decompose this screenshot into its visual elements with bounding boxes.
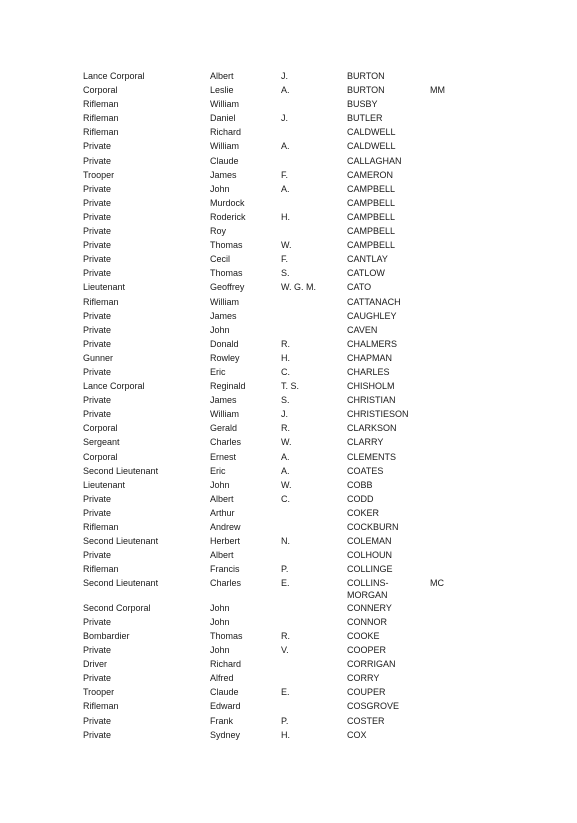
rank-cell: Rifleman: [83, 296, 119, 307]
roster-row: [83, 311, 463, 325]
rank-cell: Trooper: [83, 169, 115, 180]
surname-cell: COOKE: [347, 630, 380, 641]
roster-row: [83, 297, 463, 311]
rank-cell: Private: [83, 507, 112, 518]
rank-cell: Rifleman: [83, 127, 119, 138]
first-name-cell: Sydney: [210, 729, 241, 740]
first-name-cell: Eric: [210, 366, 226, 377]
roster-row: [83, 99, 463, 113]
roster-row: [83, 550, 463, 564]
rank-cell: Lieutenant: [83, 282, 126, 293]
roster-row: [83, 170, 463, 184]
roster-row: [83, 395, 463, 409]
first-name-cell: Eric: [210, 465, 226, 476]
first-name-cell: Herbert: [210, 536, 241, 547]
initials-cell: P.: [281, 564, 289, 575]
rank-cell: Private: [83, 550, 112, 561]
roster-list: [83, 71, 463, 744]
surname-cell: CAMPBELL: [347, 183, 396, 194]
first-name-cell: Rowley: [210, 352, 240, 363]
first-name-cell: Albert: [210, 550, 234, 561]
surname-cell: BUTLER: [347, 113, 383, 124]
initials-cell: R.: [281, 630, 290, 641]
surname-cell: CAMPBELL: [347, 211, 396, 222]
initials-cell: A.: [281, 183, 290, 194]
first-name-cell: John: [210, 602, 230, 613]
initials-cell: J.: [281, 71, 289, 81]
roster-row: [83, 716, 463, 730]
award-cell: MM: [430, 85, 445, 96]
roster-row: [83, 659, 463, 673]
initials-cell: A.: [281, 141, 290, 152]
surname-cell: CALDWELL: [347, 127, 396, 138]
roster-row: [83, 536, 463, 550]
first-name-cell: Andrew: [210, 522, 241, 532]
roster-row: [83, 522, 463, 536]
roster-row: [83, 578, 463, 602]
first-name-cell: Murdock: [210, 197, 245, 208]
rank-cell: Private: [83, 197, 112, 208]
initials-cell: A.: [281, 465, 290, 476]
first-name-cell: Ernest: [210, 451, 237, 462]
initials-cell: T. S.: [281, 381, 300, 392]
surname-cell: CHISHOLM: [347, 381, 395, 392]
first-name-cell: Reginald: [210, 381, 246, 392]
initials-cell: A.: [281, 451, 290, 462]
rank-cell: Private: [83, 338, 112, 349]
first-name-cell: John: [210, 479, 230, 490]
rank-cell: Gunner: [83, 352, 114, 363]
first-name-cell: Geoffrey: [210, 282, 245, 293]
surname-cell: CHRISTIESON: [347, 409, 409, 420]
rank-cell: Second Lieutenant: [83, 578, 159, 589]
surname-cell: CAMPBELL: [347, 226, 396, 237]
rank-cell: Corporal: [83, 85, 118, 96]
surname-cell: COX: [347, 729, 367, 740]
first-name-cell: Cecil: [210, 254, 231, 265]
surname-cell: CHARLES: [347, 366, 390, 377]
roster-row: [83, 71, 463, 85]
surname-cell: CONNOR: [347, 616, 387, 627]
surname-cell: COLEMAN: [347, 536, 392, 547]
first-name-cell: James: [210, 310, 237, 321]
first-name-cell: John: [210, 183, 230, 194]
roster-row: [83, 564, 463, 578]
rank-cell: Private: [83, 183, 112, 194]
surname-cell: CAMPBELL: [347, 197, 396, 208]
roster-row: [83, 268, 463, 282]
first-name-cell: Edward: [210, 701, 241, 712]
initials-cell: E.: [281, 578, 290, 589]
rank-cell: Private: [83, 409, 112, 420]
first-name-cell: Thomas: [210, 630, 243, 641]
roster-row: [83, 381, 463, 395]
rank-cell: Driver: [83, 659, 107, 670]
award-cell: MC: [430, 578, 444, 589]
roster-row: [83, 631, 463, 645]
first-name-cell: William: [210, 296, 239, 307]
initials-cell: P.: [281, 715, 289, 726]
roster-row: [83, 437, 463, 451]
first-name-cell: Leslie: [210, 85, 234, 96]
surname-cell: COOPER: [347, 645, 387, 656]
first-name-cell: Roderick: [210, 211, 246, 222]
roster-row: [83, 325, 463, 339]
first-name-cell: John: [210, 324, 230, 335]
roster-row: [83, 198, 463, 212]
initials-cell: F.: [281, 254, 289, 265]
surname-cell: COLLINS- MORGAN: [347, 578, 389, 600]
initials-cell: H.: [281, 211, 290, 222]
surname-cell: CHALMERS: [347, 338, 398, 349]
first-name-cell: Thomas: [210, 240, 243, 251]
rank-cell: Corporal: [83, 451, 118, 462]
first-name-cell: William: [210, 409, 239, 420]
rank-cell: Private: [83, 715, 112, 726]
initials-cell: E.: [281, 687, 290, 698]
surname-cell: CHAPMAN: [347, 352, 393, 363]
roster-row: [83, 617, 463, 631]
rank-cell: Rifleman: [83, 522, 119, 532]
surname-cell: BURTON: [347, 71, 385, 81]
initials-cell: C.: [281, 493, 290, 504]
roster-row: [83, 480, 463, 494]
first-name-cell: Richard: [210, 659, 242, 670]
roster-row: [83, 226, 463, 240]
roster-row: [83, 240, 463, 254]
roster-row: [83, 156, 463, 170]
surname-cell: CODD: [347, 493, 374, 504]
first-name-cell: Arthur: [210, 507, 235, 518]
roster-row: [83, 494, 463, 508]
initials-cell: R.: [281, 423, 290, 434]
rank-cell: Sergeant: [83, 437, 120, 448]
surname-cell: COBB: [347, 479, 373, 490]
surname-cell: CLARRY: [347, 437, 384, 448]
initials-cell: F.: [281, 169, 289, 180]
surname-cell: CLEMENTS: [347, 451, 397, 462]
rank-cell: Private: [83, 240, 112, 251]
surname-cell: CONNERY: [347, 602, 392, 613]
surname-cell: BURTON: [347, 85, 385, 96]
surname-cell: COKER: [347, 507, 380, 518]
rank-cell: Trooper: [83, 687, 115, 698]
roster-row: [83, 113, 463, 127]
roster-row: [83, 673, 463, 687]
rank-cell: Rifleman: [83, 701, 119, 712]
roster-row: [83, 701, 463, 715]
roster-row: [83, 127, 463, 141]
rank-cell: Private: [83, 729, 112, 740]
surname-cell: COSGROVE: [347, 701, 400, 712]
first-name-cell: Claude: [210, 687, 239, 698]
rank-cell: Lieutenant: [83, 479, 126, 490]
rank-cell: Private: [83, 493, 112, 504]
rank-cell: Rifleman: [83, 564, 119, 575]
surname-cell: COUPER: [347, 687, 386, 698]
rank-cell: Private: [83, 141, 112, 152]
surname-cell: CAMERON: [347, 169, 394, 180]
initials-cell: J.: [281, 113, 289, 124]
rank-cell: Private: [83, 268, 112, 279]
initials-cell: S.: [281, 268, 290, 279]
first-name-cell: Charles: [210, 578, 242, 589]
first-name-cell: John: [210, 616, 230, 627]
roster-row: [83, 730, 463, 744]
rank-cell: Rifleman: [83, 99, 119, 110]
surname-cell: CORRY: [347, 673, 380, 684]
roster-row: [83, 353, 463, 367]
roster-row: [83, 184, 463, 198]
roster-row: [83, 603, 463, 617]
surname-cell: CAMPBELL: [347, 240, 396, 251]
roster-row: [83, 508, 463, 522]
roster-row: [83, 85, 463, 99]
first-name-cell: Albert: [210, 493, 234, 504]
surname-cell: CAUGHLEY: [347, 310, 397, 321]
initials-cell: N.: [281, 536, 290, 547]
first-name-cell: Thomas: [210, 268, 243, 279]
rank-cell: Private: [83, 616, 112, 627]
rank-cell: Private: [83, 645, 112, 656]
initials-cell: W.: [281, 240, 292, 251]
first-name-cell: Claude: [210, 155, 239, 166]
initials-cell: A.: [281, 85, 290, 96]
rank-cell: Private: [83, 310, 112, 321]
roster-row: [83, 141, 463, 155]
rank-cell: Second Lieutenant: [83, 536, 159, 547]
surname-cell: CALDWELL: [347, 141, 396, 152]
rank-cell: Bombardier: [83, 630, 130, 641]
surname-cell: COCKBURN: [347, 522, 399, 532]
initials-cell: C.: [281, 366, 290, 377]
surname-cell: CATO: [347, 282, 372, 293]
rank-cell: Lance Corporal: [83, 381, 145, 392]
initials-cell: W. G. M.: [281, 282, 316, 293]
first-name-cell: William: [210, 99, 239, 110]
roster-row: [83, 282, 463, 296]
surname-cell: COLLINGE: [347, 564, 393, 575]
rank-cell: Rifleman: [83, 113, 119, 124]
roster-row: [83, 212, 463, 226]
surname-cell: BUSBY: [347, 99, 378, 110]
initials-cell: S.: [281, 395, 290, 406]
first-name-cell: Francis: [210, 564, 240, 575]
surname-cell: CATTANACH: [347, 296, 401, 307]
initials-cell: R.: [281, 338, 290, 349]
first-name-cell: Charles: [210, 437, 242, 448]
rank-cell: Corporal: [83, 423, 118, 434]
initials-cell: J.: [281, 409, 289, 420]
roster-row: [83, 409, 463, 423]
surname-cell: CATLOW: [347, 268, 385, 279]
initials-cell: W.: [281, 437, 292, 448]
surname-cell: COSTER: [347, 715, 385, 726]
rank-cell: Private: [83, 395, 112, 406]
roster-row: [83, 367, 463, 381]
first-name-cell: Alfred: [210, 673, 234, 684]
rank-cell: Private: [83, 211, 112, 222]
first-name-cell: John: [210, 645, 230, 656]
roster-row: [83, 687, 463, 701]
rank-cell: Private: [83, 155, 112, 166]
first-name-cell: Daniel: [210, 113, 236, 124]
initials-cell: W.: [281, 479, 292, 490]
first-name-cell: Richard: [210, 127, 242, 138]
surname-cell: CANTLAY: [347, 254, 388, 265]
rank-cell: Lance Corporal: [83, 71, 145, 81]
roster-row: [83, 645, 463, 659]
surname-cell: CHRISTIAN: [347, 395, 396, 406]
surname-cell: CAVEN: [347, 324, 378, 335]
surname-cell: CALLAGHAN: [347, 155, 402, 166]
rank-cell: Second Corporal: [83, 602, 151, 613]
first-name-cell: Roy: [210, 226, 227, 237]
first-name-cell: Donald: [210, 338, 239, 349]
rank-cell: Private: [83, 226, 112, 237]
roster-row: [83, 254, 463, 268]
initials-cell: V.: [281, 645, 289, 656]
roster-row: [83, 339, 463, 353]
surname-cell: COLHOUN: [347, 550, 393, 561]
first-name-cell: Albert: [210, 71, 234, 81]
initials-cell: H.: [281, 729, 290, 740]
rank-cell: Private: [83, 324, 112, 335]
roster-row: [83, 452, 463, 466]
surname-cell: CLARKSON: [347, 423, 397, 434]
first-name-cell: William: [210, 141, 239, 152]
rank-cell: Private: [83, 254, 112, 265]
first-name-cell: Frank: [210, 715, 234, 726]
first-name-cell: James: [210, 169, 237, 180]
initials-cell: H.: [281, 352, 290, 363]
roster-row: [83, 466, 463, 480]
surname-cell: CORRIGAN: [347, 659, 396, 670]
rank-cell: Private: [83, 366, 112, 377]
first-name-cell: Gerald: [210, 423, 238, 434]
rank-cell: Second Lieutenant: [83, 465, 159, 476]
surname-cell: COATES: [347, 465, 384, 476]
roster-row: [83, 423, 463, 437]
rank-cell: Private: [83, 673, 112, 684]
first-name-cell: James: [210, 395, 237, 406]
